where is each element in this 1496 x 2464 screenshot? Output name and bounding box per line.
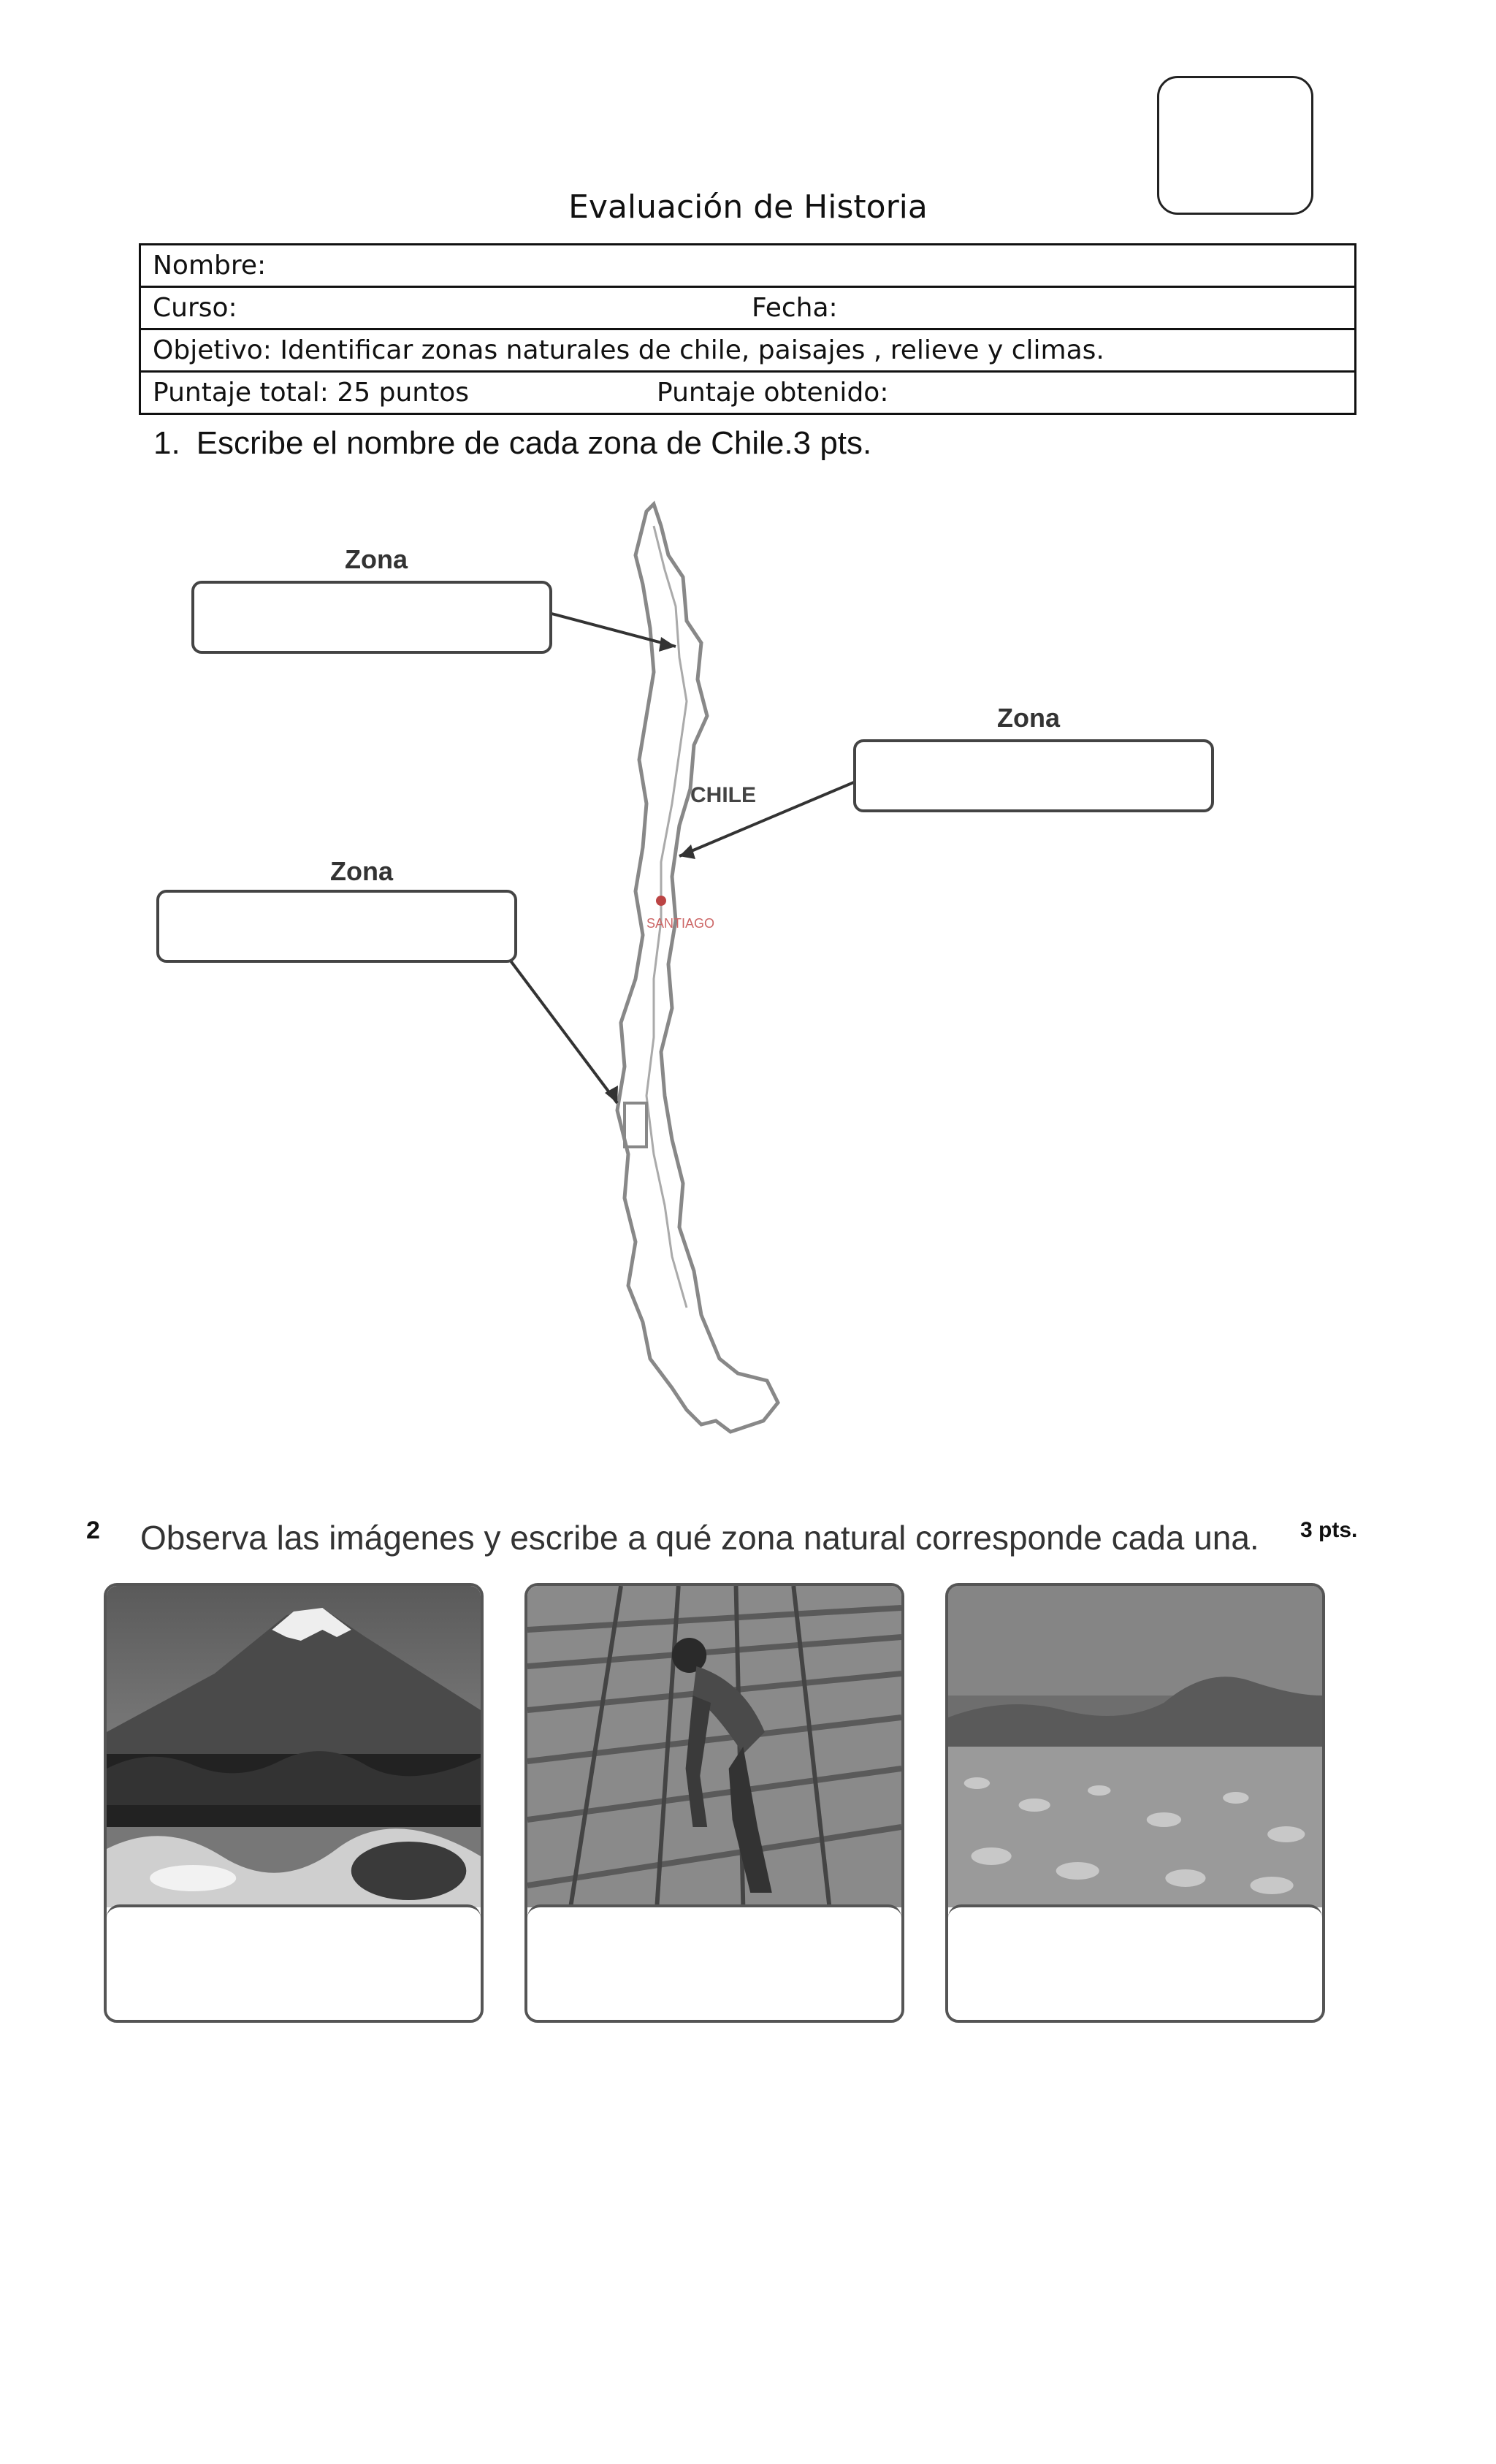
image-card-farm	[524, 1583, 904, 2023]
nombre-field[interactable]	[140, 245, 1356, 287]
page-title: Evaluación de Historia	[568, 188, 928, 226]
image-card-desert	[945, 1583, 1325, 2023]
question-1	[153, 425, 871, 462]
answer-box-1[interactable]	[107, 1904, 481, 2023]
desert-landscape-image	[948, 1586, 1322, 1907]
question-2-points: 3 pts.	[1300, 1518, 1358, 1542]
answer-box-3[interactable]	[948, 1904, 1322, 2023]
question-2-text: Observa las imágenes y escribe a qué zona natural corresponde cada una.	[140, 1519, 1259, 1557]
farm-field-image	[527, 1586, 901, 1907]
question-1-text: Escribe el nombre de cada zona de Chile.3 pts.	[196, 425, 872, 461]
city-label: SANTIAGO	[646, 916, 715, 931]
zone-label-north: Zona	[345, 544, 408, 574]
zone-answer-box-south[interactable]	[156, 890, 517, 963]
volcano-landscape-image	[107, 1586, 481, 1907]
answer-box-2[interactable]	[527, 1904, 901, 2023]
nombre-label: Nombre:	[153, 251, 267, 281]
objetivo-row	[140, 329, 1356, 372]
question-2-number: 2	[86, 1517, 100, 1544]
arrow-south	[497, 942, 617, 1103]
question-1-number: 1.	[153, 425, 180, 461]
zone-answer-box-center[interactable]	[853, 739, 1214, 812]
objetivo-label: Objetivo: Identificar zonas naturales de chile, paisajes , relieve y climas.	[153, 335, 1104, 365]
zone-label-south: Zona	[330, 856, 393, 886]
arrow-center-head	[679, 844, 695, 859]
arrow-north	[552, 614, 676, 646]
puntaje-row	[140, 372, 1356, 414]
southern-island	[625, 1103, 646, 1147]
arrow-north-head	[659, 637, 676, 652]
student-info-table	[139, 243, 1356, 415]
image-card-volcano	[104, 1583, 484, 2023]
country-label: CHILE	[690, 783, 756, 807]
puntaje-obtenido-label: Puntaje obtenido:	[657, 378, 889, 408]
chile-outline	[617, 504, 778, 1432]
zone-label-center: Zona	[997, 703, 1060, 733]
curso-label: Curso:	[153, 293, 237, 323]
santiago-marker	[656, 896, 666, 906]
puntaje-total-label: Puntaje total: 25 puntos	[153, 378, 470, 408]
zone-answer-box-north[interactable]	[191, 581, 552, 654]
curso-fecha-row	[140, 287, 1356, 329]
fecha-label: Fecha:	[752, 293, 838, 323]
